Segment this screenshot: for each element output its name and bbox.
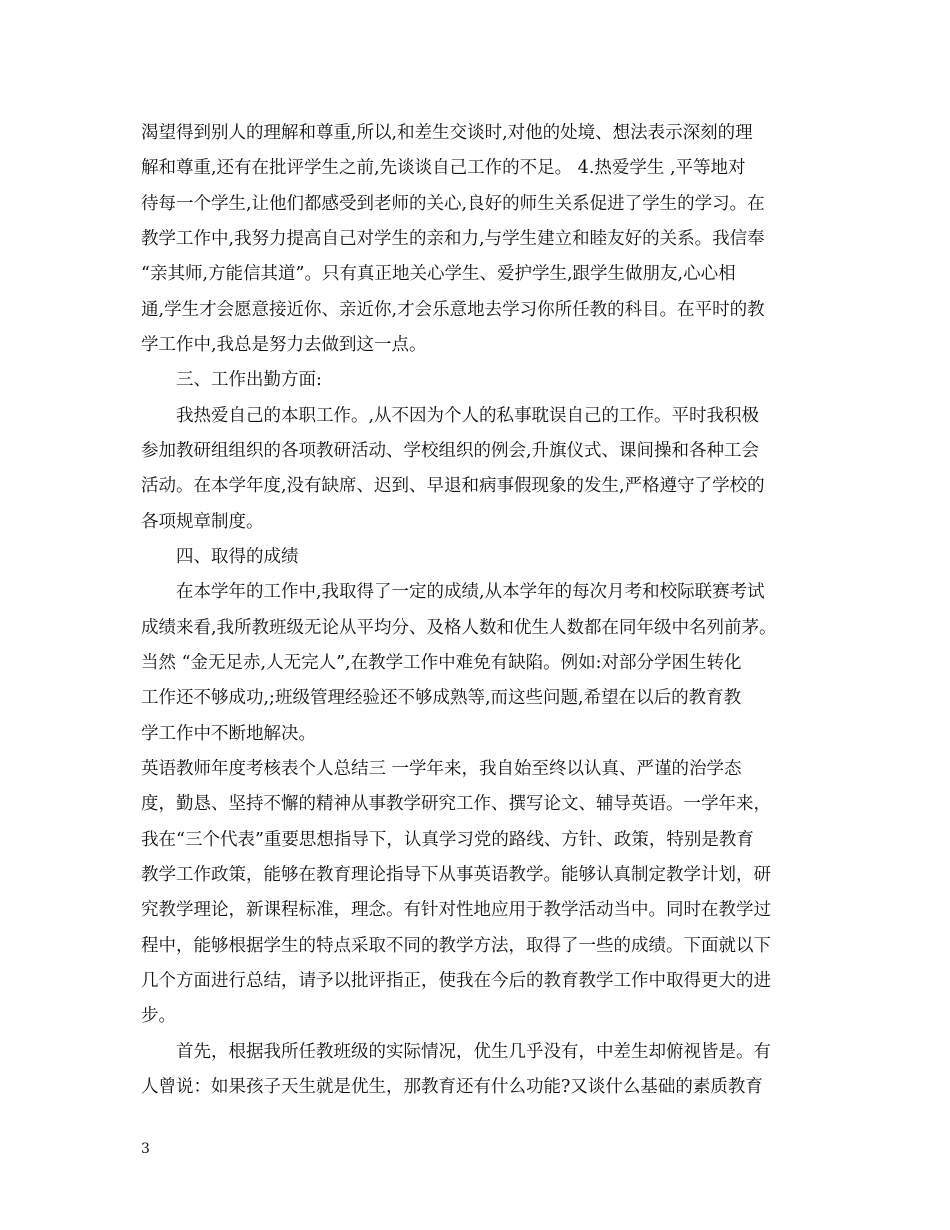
text-line: 教学工作政策，能够在教育理论指导下从事英语教学。能够认真制定教学计划，研 (141, 865, 771, 885)
text-line: 究教学理论，新课程标准，理念。有针对性地应用于教学活动当中。同时在教学过 (141, 900, 771, 920)
text-line: 活动。在本学年度,没有缺席、迟到、早退和病事假现象的发生,严格遵守了学校的 (141, 476, 765, 496)
text-line: 步。 (141, 1006, 176, 1026)
page-number: 3 (141, 1141, 150, 1157)
text-line: 学工作中不断地解决。 (141, 724, 316, 744)
section-heading: 四、取得的成绩 (176, 547, 299, 567)
text-line: 首先，根据我所任教班级的实际情况，优生几乎没有，中差生却俯视皆是。有 (176, 1042, 771, 1062)
text-line: 在本学年的工作中,我取得了一定的成绩,从本学年的每次月考和校际联赛考试 (176, 582, 765, 602)
text-line: 程中，能够根据学生的特点采取不同的教学方法，取得了一些的成绩。下面就以下 (141, 936, 771, 956)
text-line: “亲其师,方能信其道”。只有真正地关心学生、爱护学生,跟学生做朋友,心心相 (141, 264, 736, 284)
text-line: 通,学生才会愿意接近你、亲近你,才会乐意地去学习你所任教的科目。在平时的教 (141, 300, 765, 320)
text-line: 度，勤恳、坚持不懈的精神从事教学研究工作、撰写论文、辅导英语。一学年来， (141, 794, 771, 814)
text-line: 人曾说：如果孩子天生就是优生，那教育还有什么功能?又谈什么基础的素质教育 (141, 1077, 763, 1097)
text-line: 当然 “金无足赤,人无完人”,在教学工作中难免有缺陷。例如:对部分学困生转化 (141, 653, 742, 673)
text-line: 工作还不够成功,;班级管理经验还不够成熟等,而这些问题,希望在以后的教育教 (141, 688, 742, 708)
text-line: 几个方面进行总结，请予以批评指正，使我在今后的教育教学工作中取得更大的进 (141, 971, 771, 991)
text-line: 各项规章制度。 (141, 512, 264, 532)
text-line: 学工作中,我总是努力去做到这一点。 (141, 335, 427, 355)
text-line: 英语教师年度考核表个人总结三 一学年来，我自始至终以认真、严谨的治学态 (141, 759, 742, 779)
text-line: 解和尊重,还有在批评学生之前,先谈谈自己工作的不足。 4.热爱学生 ,平等地对 (141, 158, 746, 178)
text-line: 我热爱自己的本职工作。,从不因为个人的私事耽误自己的工作。平时我积极 (176, 406, 760, 426)
section-heading: 三、工作出勤方面: (176, 370, 322, 390)
text-line: 待每一个学生,让他们都感受到老师的关心,良好的师生关系促进了学生的学习。在 (141, 194, 765, 214)
text-line: 参加教研组组织的各项教研活动、学校组织的例会,升旗仪式、课间操和各种工会 (141, 441, 760, 461)
text-line: 教学工作中,我努力提高自己对学生的亲和力,与学生建立和睦友好的关系。我信奉 (141, 229, 765, 249)
text-line: 我在“三个代表”重要思想指导下，认真学习党的路线、方针、政策，特别是教育 (141, 830, 754, 850)
text-line: 成绩来看,我所教班级无论从平均分、及格人数和优生人数都在同年级中名列前茅。 (141, 618, 777, 638)
text-line: 渴望得到别人的理解和尊重,所以,和差生交谈时,对他的处境、想法表示深刻的理 (141, 123, 753, 143)
